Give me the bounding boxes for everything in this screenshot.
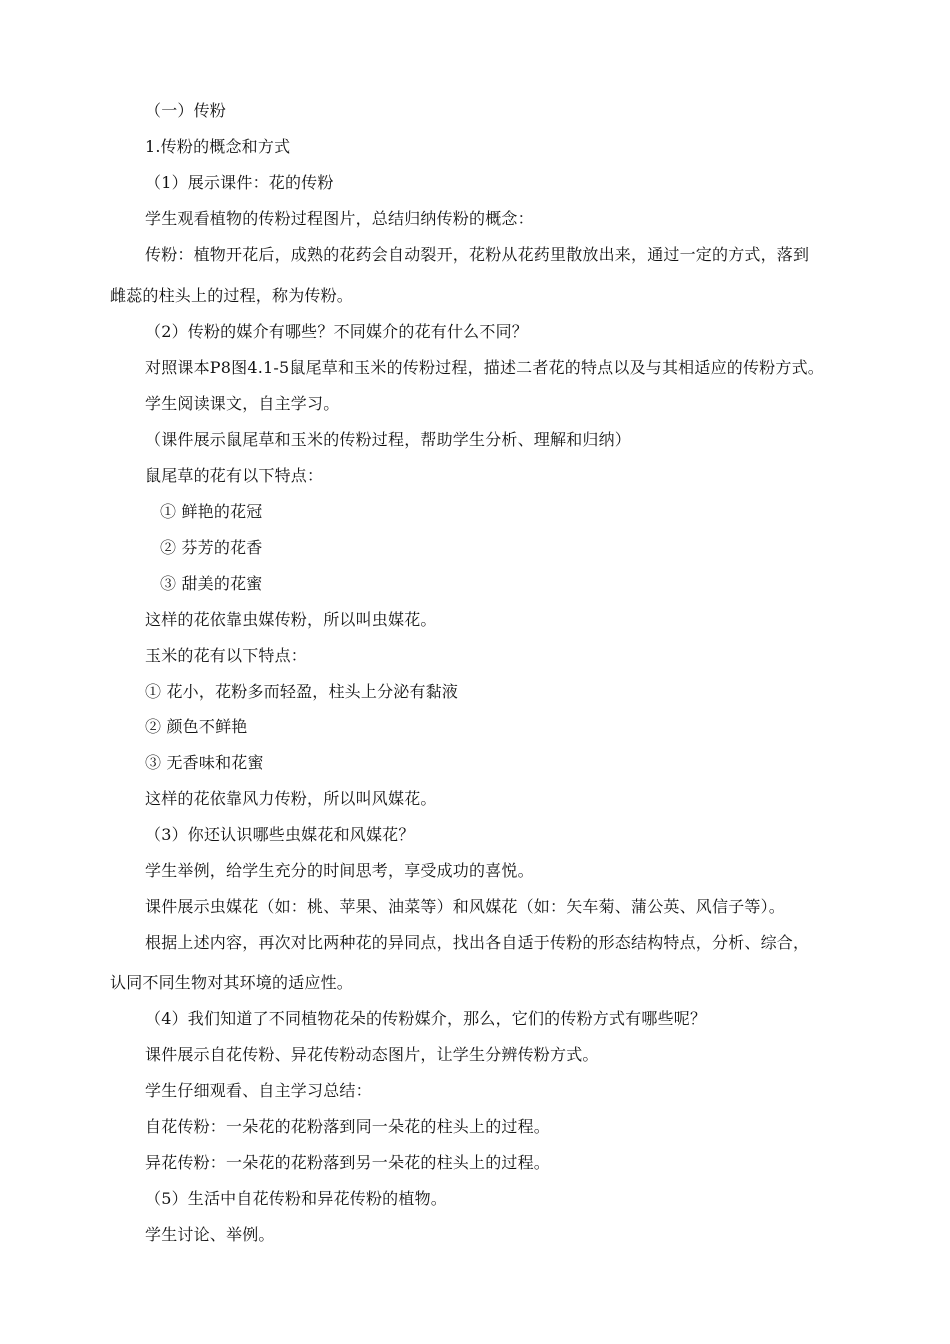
definition-line-1: 传粉：植物开花后，成熟的花药会自动裂开，花粉从花药里散放出来，通过一定的方式，落到	[145, 245, 810, 264]
paragraph-contrast-line-1: 根据上述内容，再次对比两种花的异同点，找出各自适于传粉的形态结构特点，分析、综合，	[145, 933, 810, 952]
question-4: （4）我们知道了不同植物花朵的传粉媒介，那么，它们的传粉方式有哪些呢？	[145, 1009, 707, 1028]
paragraph-read: 学生阅读课文，自主学习。	[145, 394, 340, 413]
question-1: （1）展示课件：花的传粉	[145, 173, 334, 192]
definition-line-2: 雌蕊的柱头上的过程，称为传粉。	[110, 286, 354, 305]
corn-feature-3: ③ 无香味和花蜜	[145, 753, 264, 772]
question-5: （5）生活中自花传粉和异花传粉的植物。	[145, 1189, 447, 1208]
paragraph-courseware-3: 课件展示自花传粉、异花传粉动态图片，让学生分辨传粉方式。	[145, 1045, 599, 1064]
paragraph-courseware-2: 课件展示虫媒花（如：桃、苹果、油菜等）和风媒花（如：矢车菊、蒲公英、风信子等）。	[145, 897, 786, 916]
paragraph-observe: 学生观看植物的传粉过程图片，总结归纳传粉的概念：	[145, 209, 534, 228]
sage-feature-1: ① 鲜艳的花冠	[160, 502, 263, 521]
self-pollination-definition: 自花传粉：一朵花的花粉落到同一朵花的柱头上的过程。	[145, 1117, 551, 1136]
cross-pollination-definition: 异花传粉：一朵花的花粉落到另一朵花的柱头上的过程。	[145, 1153, 551, 1172]
corn-feature-1: ① 花小，花粉多而轻盈，柱头上分泌有黏液	[145, 682, 459, 701]
paragraph-contrast-line-2: 认同不同生物对其环境的适应性。	[110, 973, 354, 992]
question-3: （3）你还认识哪些虫媒花和风媒花？	[145, 825, 415, 844]
sage-feature-2: ② 芬芳的花香	[160, 538, 263, 557]
paragraph-discuss: 学生讨论、举例。	[145, 1225, 275, 1244]
question-2: （2）传粉的媒介有哪些？不同媒介的花有什么不同？	[145, 322, 528, 341]
corn-feature-2: ② 颜色不鲜艳	[145, 717, 248, 736]
corn-conclusion: 这样的花依靠风力传粉，所以叫风媒花。	[145, 789, 437, 808]
sage-intro: 鼠尾草的花有以下特点：	[145, 466, 324, 485]
paragraph-summary: 学生仔细观看、自主学习总结：	[145, 1081, 372, 1100]
section-heading: （一）传粉	[145, 101, 227, 120]
paragraph-examples: 学生举例，给学生充分的时间思考，享受成功的喜悦。	[145, 861, 534, 880]
subheading-concept-methods: 1.传粉的概念和方式	[145, 137, 291, 156]
paragraph-courseware-1: （课件展示鼠尾草和玉米的传粉过程，帮助学生分析、理解和归纳）	[145, 430, 632, 449]
sage-conclusion: 这样的花依靠虫媒传粉，所以叫虫媒花。	[145, 610, 437, 629]
paragraph-compare: 对照课本P8图4.1-5鼠尾草和玉米的传粉过程，描述二者花的特点以及与其相适应的传粉方式。	[145, 358, 824, 377]
corn-intro: 玉米的花有以下特点：	[145, 646, 308, 665]
sage-feature-3: ③ 甜美的花蜜	[160, 574, 263, 593]
